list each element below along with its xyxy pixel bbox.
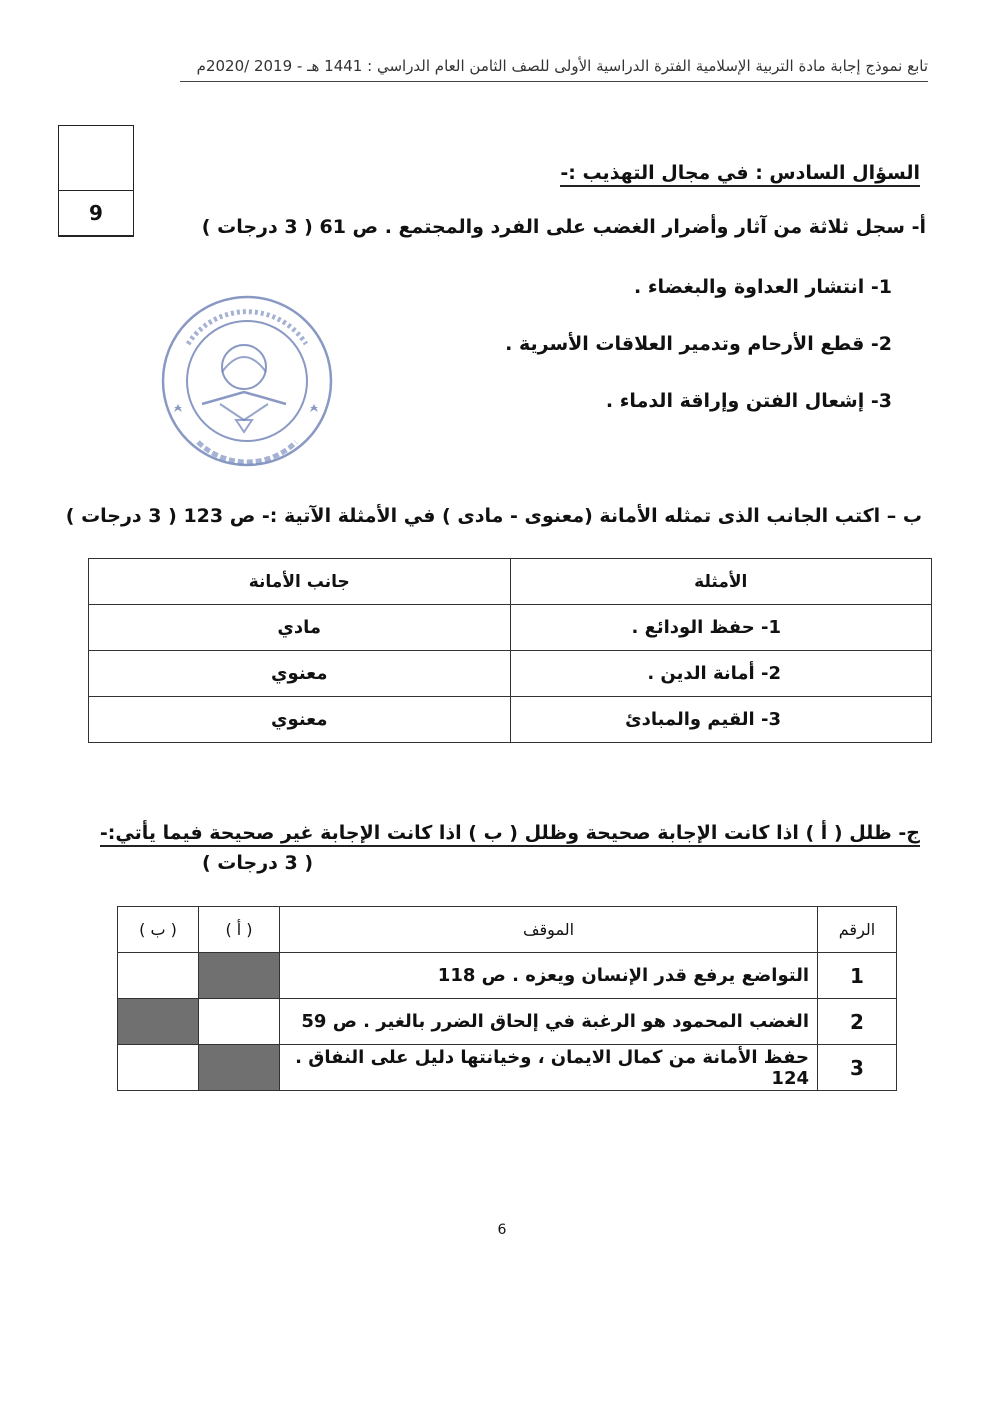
part-a-answer-3: 3- إشعال الفتن وإراقة الدماء .: [605, 390, 892, 412]
score-box-top: [58, 125, 134, 191]
option-b-cell[interactable]: [118, 953, 199, 999]
aspect-cell: معنوي: [89, 651, 511, 697]
row-number: 2: [818, 999, 897, 1045]
header-option-a: ( أ ): [199, 907, 280, 953]
option-b-cell-shaded[interactable]: [118, 999, 199, 1045]
statement-cell: الغضب المحمود هو الرغبة في إلحاق الضرر بالغير . ص 59: [280, 999, 818, 1045]
score-value: 9: [58, 190, 134, 237]
part-c-marks: ( 3 درجات ): [202, 852, 314, 874]
row-number: 3: [818, 1045, 897, 1091]
header-aspect: جانب الأمانة: [89, 559, 511, 605]
header-statement: الموقف: [280, 907, 818, 953]
page-number: 6: [497, 1222, 507, 1238]
page-header: تابع نموذج إجابة مادة التربية الإسلامية الفترة الدراسية الأولى للصف الثامن العام الدراسي : 1441 هـ - 2019 /2020م: [180, 55, 928, 82]
question-title: السؤال السادس : في مجال التهذيب :-: [560, 162, 920, 187]
table-row: [89, 697, 932, 743]
true-false-table: [117, 906, 897, 1091]
header-examples: الأمثلة: [510, 559, 932, 605]
part-a-answer-1: 1- انتشار العداوة والبغضاء .: [634, 276, 892, 298]
row-number: 1: [818, 953, 897, 999]
option-a-cell[interactable]: [199, 999, 280, 1045]
part-a-answer-2: 2- قطع الأرحام وتدمير العلاقات الأسرية .: [505, 333, 892, 355]
table-row: [89, 651, 932, 697]
option-a-cell-shaded[interactable]: [199, 953, 280, 999]
example-cell: 1- حفظ الودائع .: [510, 605, 932, 651]
example-cell: 3- القيم والمبادئ: [510, 697, 932, 743]
table-header-row: [89, 559, 932, 605]
table-row: [118, 1045, 897, 1091]
part-a-prompt: أ- سجل ثلاثة من آثار وأضرار الغضب على الفرد والمجتمع . ص 61 ( 3 درجات ): [201, 216, 926, 238]
official-seal-stamp: [158, 292, 336, 470]
header-number: الرقم: [818, 907, 897, 953]
amanah-aspects-table: [88, 558, 932, 743]
aspect-cell: مادي: [89, 605, 511, 651]
aspect-cell: معنوي: [89, 697, 511, 743]
statement-cell: حفظ الأمانة من كمال الايمان ، وخيانتها دليل على النفاق . 124: [280, 1045, 818, 1091]
table-header-row: [118, 907, 897, 953]
part-c-prompt: ج- ظلل ( أ ) اذا كانت الإجابة صحيحة وظلل ( ب ) اذا كانت الإجابة غير صحيحة فيما يأتي:-: [100, 822, 920, 847]
table-row: [89, 605, 932, 651]
table-row: [118, 953, 897, 999]
statement-cell: التواضع يرفع قدر الإنسان ويعزه . ص 118: [280, 953, 818, 999]
header-option-b: ( ب ): [118, 907, 199, 953]
option-a-cell-shaded[interactable]: [199, 1045, 280, 1091]
part-b-prompt: ب – اكتب الجانب الذى تمثله الأمانة (معنوى - مادى ) في الأمثلة الآتية :- ص 123 ( 3 درجات ): [65, 505, 922, 527]
table-row: [118, 999, 897, 1045]
example-cell: 2- أمانة الدين .: [510, 651, 932, 697]
option-b-cell[interactable]: [118, 1045, 199, 1091]
